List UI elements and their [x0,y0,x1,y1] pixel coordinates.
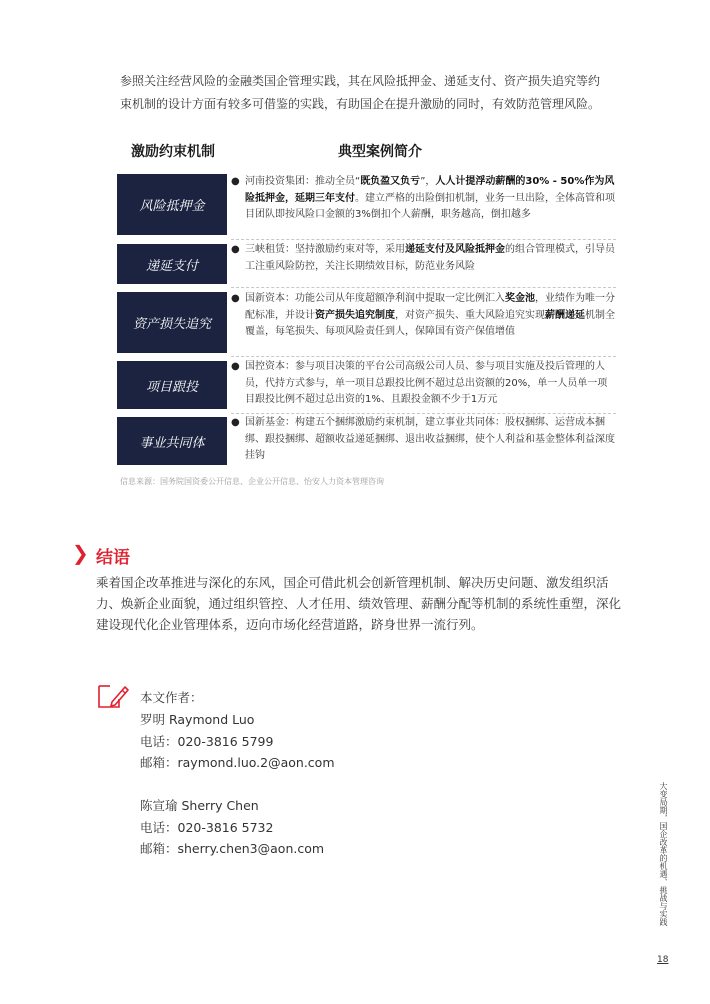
author-2-name: 陈宣瑜 Sherry Chen [140,798,259,813]
case-bold: 资产损失追究制度 [315,309,395,321]
case-text: 。建立严格的出险倒扣机制，业务一旦出险，全体高管和项目团队即按风险口金额的3%倒扣个人薪酬，职务越高，倒扣越多 [245,192,615,220]
mechanism-label-risk-deposit: 风险抵押金 [117,174,227,235]
author-1-name: 罗明 Raymond Luo [140,712,255,727]
mechanism-label-deferred-payment: 递延支付 [117,244,227,284]
intro-paragraph: 参照关注经营风险的金融类国企管理实践，其在风险抵押金、递延支付、资产损失追究等约束机制的设计方面有较多可借鉴的实践，有助国企在提升激励的同时，有效防范管理风险。 [120,74,601,111]
case-bold: 人人计提浮动薪酬的30% - 50%作为风险抵押金，延期三年支付 [245,176,615,204]
bullet-icon: ● [231,244,240,255]
row-divider [231,413,616,414]
case-three-gorges-leasing [231,242,616,275]
conclusion-body: 乘着国企改革推进与深化的东风，国企可借此机会创新管理机制、解决历史问题、激发组织活力、焕新企业面貌，通过组织管控、人才任用、绩效管理、薪酬分配等机制的系统性重塑，深化建设现代化企业管理体系，迈向市场化经营道路，跻身世界一流行列。 [96,575,622,632]
bullet-icon: ● [231,293,240,304]
case-text: 三峡租赁：坚持激励约束对等，采用 [245,244,405,255]
case-text: 国控资本：参与项目决策的平台公司高级公司人员、参与项目实施及投后管理的人员，代持方式参与，单一项目总跟投比例不超过总出资额的20%，单一人员单一项目跟投比例不超过总出资的1%、且跟投金额不少于1万元 [245,361,608,405]
row-divider [231,287,616,288]
case-bold: 既负盈又负亏 [360,176,421,187]
row-divider [231,356,616,357]
case-text: 国新资本：功能公司从年度超额净利润中提取一定比例汇入 [245,293,505,304]
mechanism-label-business-community: 事业共同体 [117,417,227,465]
author-2-email[interactable]: 邮箱：sherry.chen3@aon.com [140,841,325,856]
case-text: 机制全覆盖，每笔损失、每项风险责任到人，保障国有资产保值增值 [245,309,615,337]
author-2-phone: 电话：020-3816 5732 [140,820,274,835]
case-text: ，业绩作为唯一分配标准，并设计 [245,293,615,321]
case-guoxin-capital [231,291,616,341]
row-divider [231,239,616,240]
header-mechanism: 激励约束机制 [131,144,215,160]
case-henan-investment [231,174,616,224]
author-1-email[interactable]: 邮箱：raymond.luo.2@aon.com [140,755,335,770]
chevron-right-icon: ❯ [72,541,89,565]
case-bold: 递延支付及风险抵押金 [405,244,505,255]
case-text: 河南投资集团：推动全员“ [245,176,361,187]
bullet-icon: ● [231,417,240,428]
header-cases: 典型案例简介 [338,144,422,160]
page-number: 18 [657,955,669,965]
side-running-title: 大变局期，国企改革的机遇、挑战与实践 [659,782,668,926]
case-text: 的组合管理模式，引导员工注重风险防控，关注长期绩效目标，防范业务风险 [245,244,615,272]
case-text: 国新基金：构建五个捆绑激励约束机制，建立事业共同体：股权捆绑、运营成本捆绑、跟投捆绑、超额收益递延捆绑、退出收益捆绑，使个人利益和基金整体利益深度挂钩 [245,417,615,461]
case-bold: 薪酬递延 [545,309,585,321]
case-guokong-capital [231,359,616,409]
authors-heading: 本文作者： [140,690,203,705]
case-text: ，对资产损失、重大风险追究实现 [395,309,545,321]
bullet-icon: ● [231,361,240,372]
author-1-phone: 电话：020-3816 5799 [140,734,274,749]
conclusion-title: 结语 [96,548,130,568]
case-text: ”， [420,176,436,187]
edit-document-icon [96,680,130,710]
case-guoxin-fund [231,415,616,465]
source-note: 信息来源：国务院国资委公开信息、企业公开信息、怡安人力资本管理咨询 [120,477,384,486]
case-bold: 奖金池 [505,293,535,304]
mechanism-label-asset-loss: 资产损失追究 [117,292,227,353]
bullet-icon: ● [231,176,240,187]
mechanism-label-co-investment: 项目跟投 [117,361,227,409]
